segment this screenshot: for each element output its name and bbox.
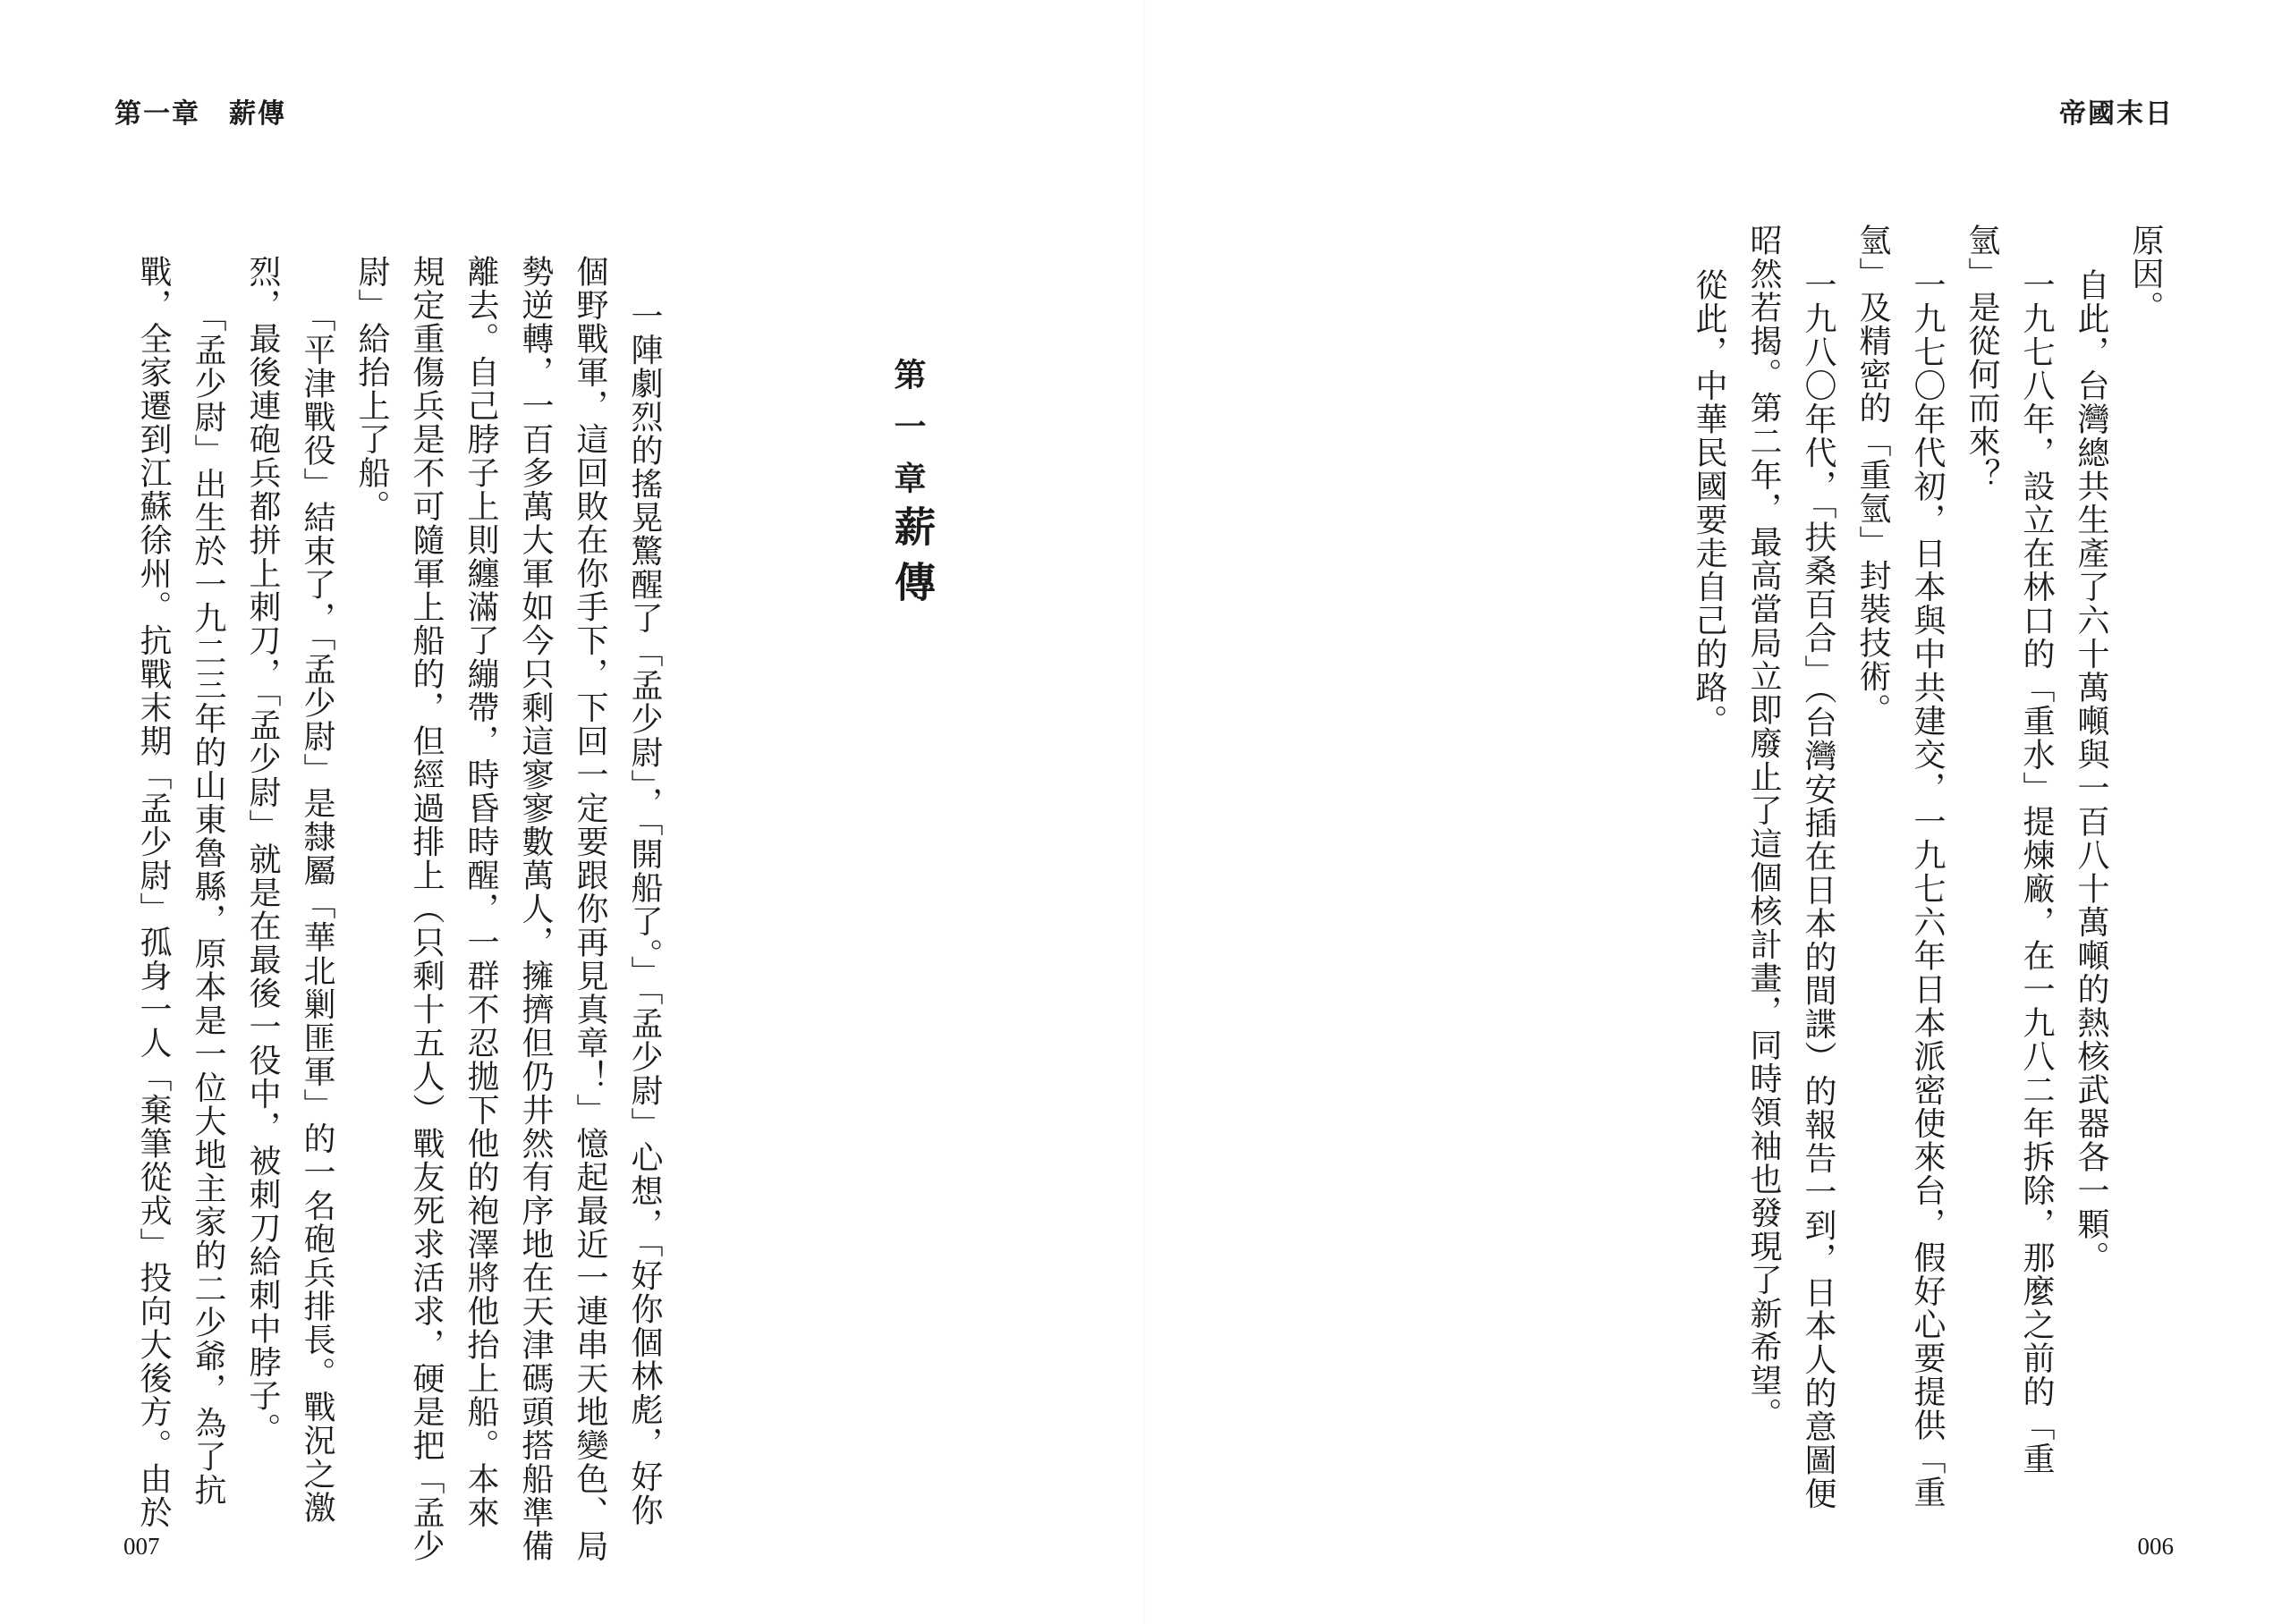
left-page-column-6: 尉」給抬上了船。	[353, 255, 390, 523]
left-running-head: 第一章 薪傳	[114, 98, 286, 130]
left-page-column-3: 勢逆轉，一百多萬大軍如今只剩這寥寥數萬人，擁擠但仍井然有序地在天津碼頭搭船準備	[517, 255, 554, 1563]
right-running-head: 帝國末日	[2059, 98, 2174, 130]
left-page-number: 007	[123, 1533, 160, 1560]
right-page-column-5: 一九七〇年代初，日本與中共建交，一九七六年日本派密使來台，假好心要提供「重	[1909, 268, 1946, 1510]
left-page-column-2: 個野戰軍，這回敗在你手下，下回一定要跟你再見真章！」憶起最近一連串天地變色、局	[572, 255, 608, 1563]
chapter-title: 薪傳	[888, 505, 937, 616]
left-page-column-5: 規定重傷兵是不可隨軍上船的，但經過排上（只剩十五人）戰友死求活求，硬是把「孟少	[408, 255, 445, 1563]
left-page-column-7: 「平津戰役」結束了，「孟少尉」是隸屬「華北剿匪軍」的一名砲兵排長。戰況之激	[299, 300, 335, 1525]
right-page-column-3: 一九七八年，設立在林口的「重水」提煉廠，在一九八二年拆除，那麼之前的「重	[2018, 268, 2055, 1476]
right-page-column-8: 昭然若揭。第二年，最高當局立即廢止了這個核計畫，同時領袖也發現了新希望。	[1745, 224, 1782, 1431]
left-page-column-10: 戰，全家遷到江蘇徐州。抗戰末期「孟少尉」孤身一人「棄筆從戎」投向大後方。由於	[135, 255, 172, 1529]
page-gutter	[1144, 0, 1146, 1624]
right-page-column-6: 氫」及精密的「重氫」封裝技術。	[1854, 224, 1891, 727]
right-page-column-1: 原因。	[2127, 224, 2164, 325]
right-page-column-2: 自此，台灣總共生產了六十萬噸與一百八十萬噸的熱核武器各一顆。	[2073, 268, 2109, 1274]
chapter-number: 第一章	[889, 358, 927, 513]
left-page-column-4: 離去。自己脖子上則纏滿了繃帶，時昏時醒，一群不忍拋下他的袍澤將他抬上船。本來	[462, 255, 499, 1529]
left-page-column-1: 一陣劇烈的搖晃驚醒了「孟少尉」，「開船了。」「孟少尉」心想，「好你個林彪，好你	[626, 300, 663, 1527]
left-page-column-8: 烈，最後連砲兵都拼上刺刀，「孟少尉」就是在最後一役中，被刺刀給刺中脖子。	[244, 255, 281, 1446]
right-page-column-9: 從此，中華民國要走自己的路。	[1691, 268, 1727, 738]
left-page-column-9: 「孟少尉」出生於一九二三年的山東魯縣，原本是一位大地主家的二少爺，為了抗	[190, 300, 226, 1507]
right-page-column-7: 一九八〇年代，「扶桑百合」（台灣安插在日本的間諜）的報告一到，日本人的意圖便	[1800, 268, 1836, 1510]
right-page-column-4: 氫」是從何而來？	[1963, 224, 2000, 492]
right-page-number: 006	[2137, 1533, 2174, 1560]
